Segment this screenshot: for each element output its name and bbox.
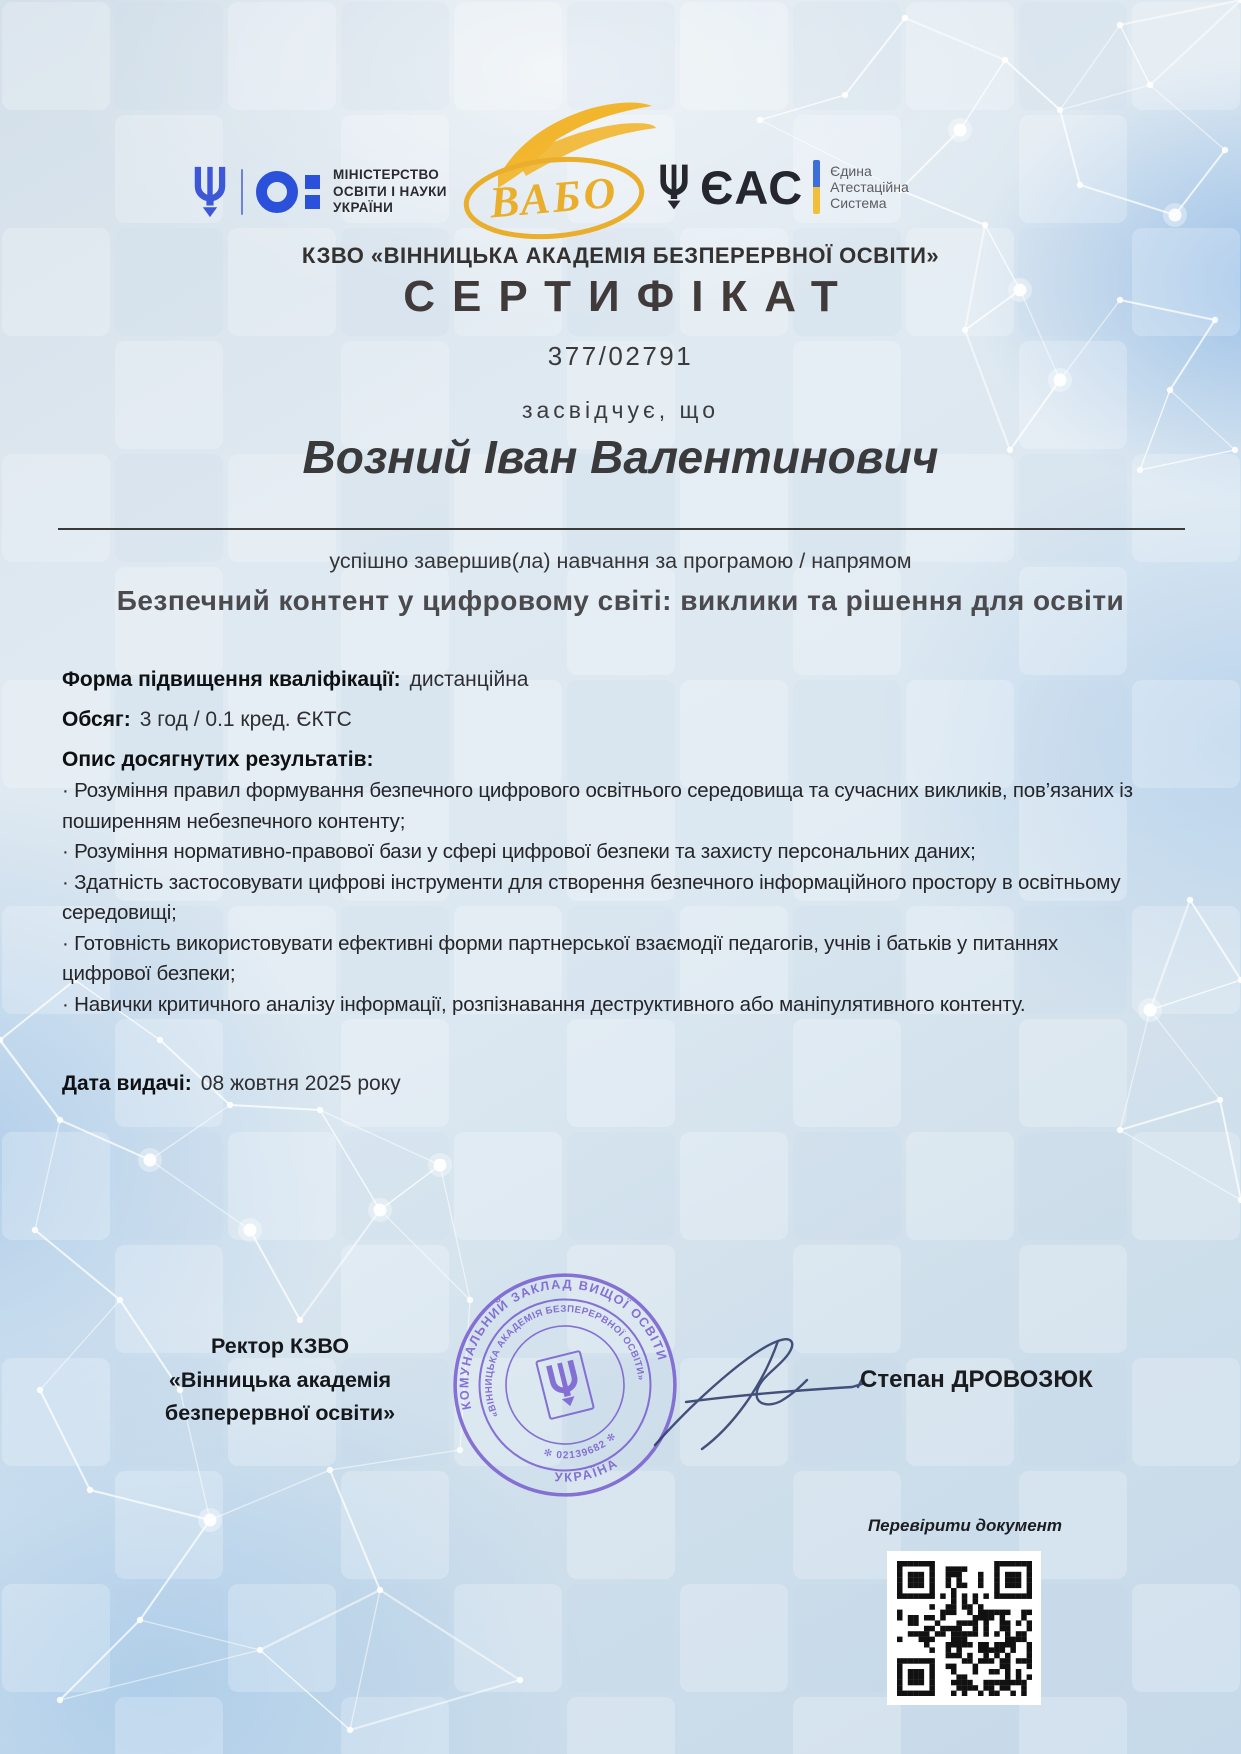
rector-signature (610, 1295, 890, 1460)
seal-inner-top-text: «ВІННИЦЬКА АКАДЕМІЯ БЕЗПЕРЕРВНОЇ ОСВІТИ» (483, 1303, 647, 1419)
list-item: Система (830, 195, 887, 211)
logo-divider (241, 169, 243, 215)
issue-date-line (62, 1072, 401, 1096)
certifies-label: засвідчує, що (521, 397, 720, 423)
seal-inner-bottom-text: ✻ 02139682 ✻ (542, 1430, 620, 1462)
results-label: Опис досягнутих результатів: (62, 748, 374, 771)
signer-title (150, 1330, 410, 1431)
list-item: МІНІСТЕРСТВО (333, 167, 440, 183)
list-item: Атестаційна (830, 179, 909, 195)
seal-trident-icon (546, 1360, 584, 1410)
list-item: «Вінницька академія (168, 1367, 392, 1392)
signer-name: Степан ДРОВОЗЮК (860, 1366, 1093, 1393)
seal-outer-bottom-text: УКРАЇНА (554, 1454, 622, 1485)
volume-value: 3 год / 0.1 кред. ЄКТС (139, 708, 352, 731)
name-underline-rule (58, 528, 1185, 530)
mon-logo-text (333, 167, 447, 217)
date-label: Дата видачі: (62, 1072, 192, 1095)
list-item: ОСВІТИ І НАУКИ (333, 183, 447, 199)
ministry-of-education-logo (192, 166, 447, 218)
list-item: · Розуміння правил формування безпечного цифрового освітнього середовища та сучасних викликів, пов’язаних із поширенням небезпечного контенту; (62, 779, 1133, 833)
certificate-title: СЕРТИФІКАТ (403, 272, 855, 321)
list-item: безперервної освіти» (164, 1401, 396, 1425)
qr-code-image (897, 1561, 1032, 1696)
vabo-academy-logo (452, 98, 657, 240)
vabo-logo-text: ВАБО (487, 167, 621, 228)
list-item: · Готовність використовувати ефективні форми партнерської взаємодії педагогів, учнів і батьків у питаннях цифрової безпеки; (62, 931, 1059, 985)
volume-line (62, 708, 352, 732)
completion-text: успішно завершив(ла) навчання за програмою / напрямом (329, 549, 912, 573)
list-item: УКРАЇНИ (333, 200, 394, 216)
volume-label: Обсяг: (62, 708, 131, 731)
results-list (62, 776, 1147, 1020)
eas-logo-text (830, 163, 909, 211)
verification-qr-code[interactable] (887, 1551, 1041, 1705)
list-item: Ректор КЗВО (210, 1334, 350, 1358)
list-item: Єдина (830, 163, 872, 179)
trident-icon (658, 163, 690, 211)
list-item: · Здатність застосовувати цифрові інструменти для створення безпечного інформаційного простору в освітньому середовищі; (62, 870, 1121, 924)
date-value: 08 жовтня 2025 року (200, 1072, 401, 1095)
certificate-number: 377/02791 (547, 341, 694, 371)
eas-flag-bar (813, 160, 820, 214)
institution-name: КЗВО «ВІННИЦЬКА АКАДЕМІЯ БЕЗПЕРЕРВНОЇ ОСВІТИ» (301, 243, 940, 268)
seal-outer-top-text: КОМУНАЛЬНИЙ ЗАКЛАД ВИЩОЇ ОСВІТИ (456, 1276, 671, 1412)
trident-icon (192, 166, 228, 218)
list-item: · Навички критичного аналізу інформації, розпізнавання деструктивного або маніпулятивного контенту. (62, 992, 1026, 1016)
qualification-form-line (62, 668, 528, 692)
list-item: · Розуміння нормативно-правової бази у сфері цифрової безпеки та захисту персональних даних; (62, 840, 976, 863)
verify-document-label: Перевірити документ (867, 1516, 1063, 1535)
form-value: дистанційна (409, 668, 529, 691)
mon-circle-icon (256, 171, 298, 213)
mon-brand-mark (256, 171, 320, 213)
eas-logo (658, 160, 909, 214)
program-title: Безпечний контент у цифровому світі: виклики та рішення для освіти (116, 585, 1125, 616)
eas-abbreviation: ЄАС (700, 160, 804, 214)
recipient-name: Возний Іван Валентинович (302, 431, 939, 483)
mon-squares-icon (305, 175, 320, 209)
form-label: Форма підвищення кваліфікації: (62, 668, 401, 691)
